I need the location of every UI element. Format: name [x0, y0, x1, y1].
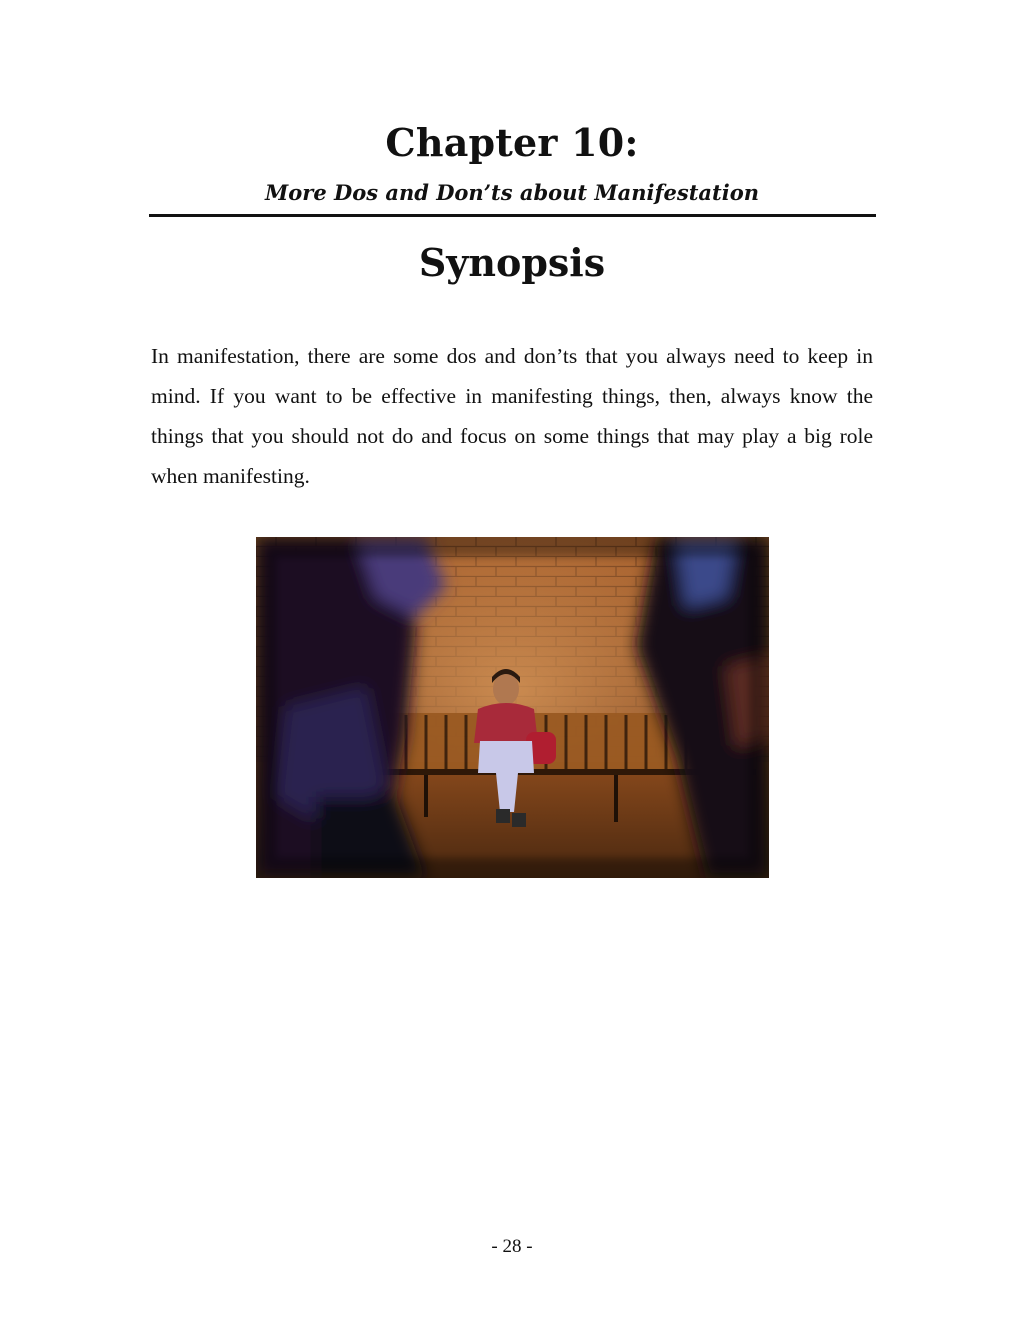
section-title: Synopsis: [418, 240, 606, 285]
chapter-title: Chapter 10:: [385, 120, 639, 165]
title-divider: [149, 214, 876, 217]
synopsis-paragraph: In manifestation, there are some dos and don’ts that you always need to keep in mind. If you want to be effective in manifesting things, then, always know the things that you should not do and focus on some things that may play a big role when manifesting.: [151, 344, 873, 488]
photo-illustration: [256, 537, 769, 878]
chapter-subtitle: More Dos and Don’ts about Manifestation: [265, 180, 759, 205]
page-number: - 28 -: [491, 1236, 533, 1257]
chapter-photo: [256, 537, 769, 878]
